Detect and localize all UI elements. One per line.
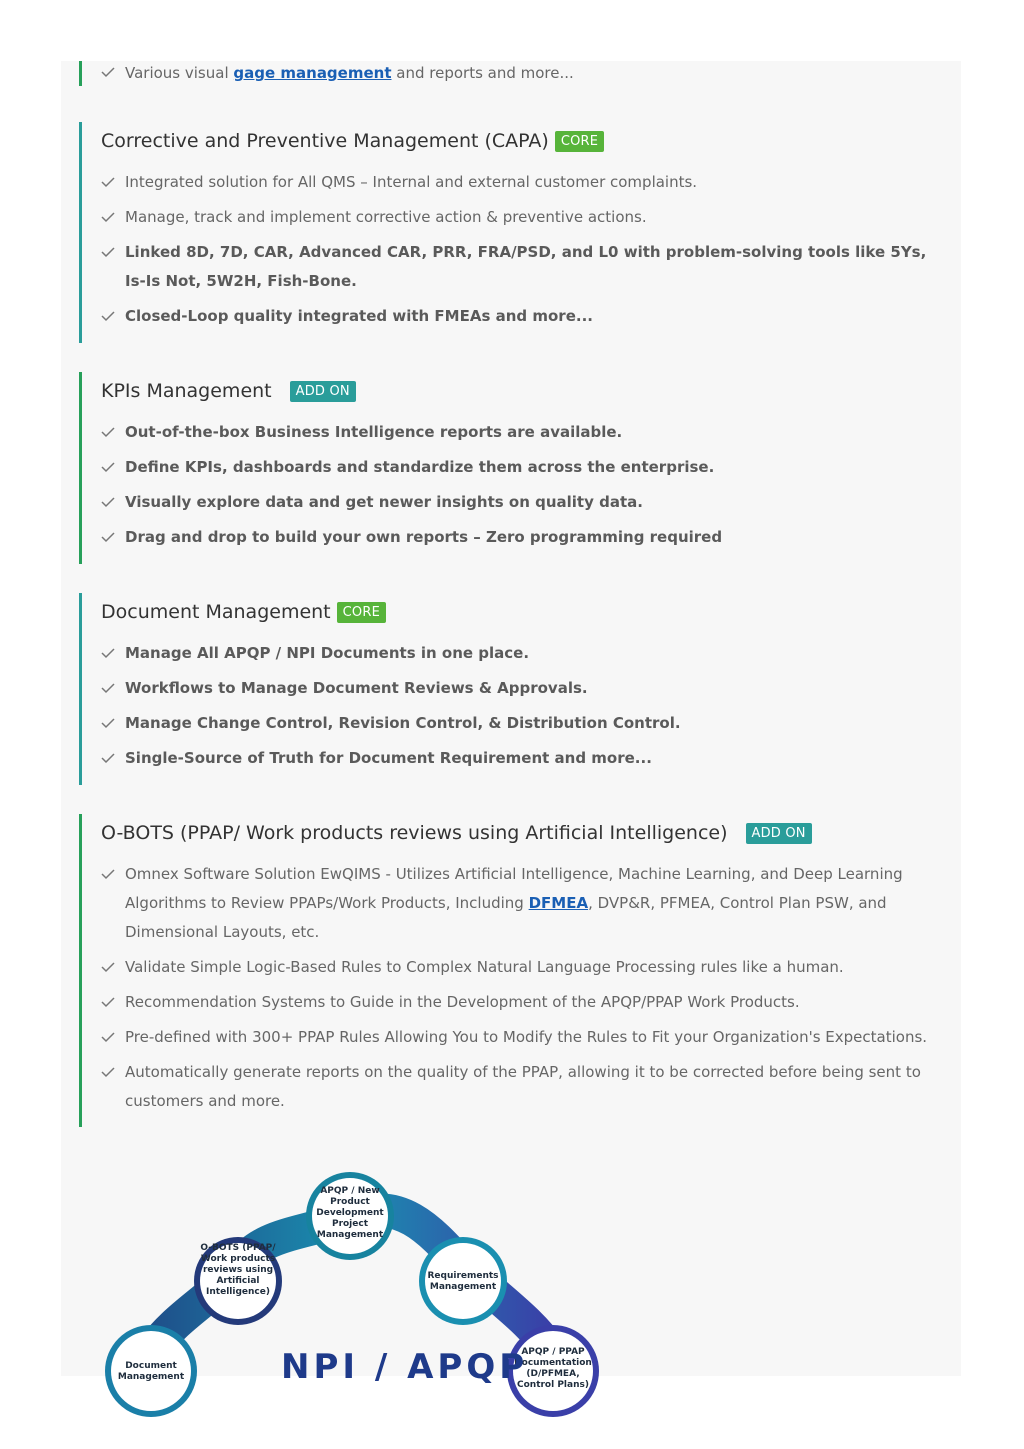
check-icon [101,67,115,77]
docs-section [79,593,939,785]
obots-section [79,814,939,1127]
list-item [101,709,939,738]
list-item [101,168,939,197]
item-text: Visually explore data and get newer insights on quality data. [125,493,643,511]
core-badge: CORE [555,131,604,152]
node-obots: O-BOTS (PPAP/ Work products reviews using Artificial Intelligence) [200,1243,276,1297]
core-badge: CORE [337,602,386,623]
list-item [101,203,939,232]
item-text: Out-of-the-box Business Intelligence reports are available. [125,423,623,441]
dfmea-link[interactable]: DFMEA [528,894,589,912]
gage-management-link[interactable]: gage management [233,64,392,82]
check-icon [101,497,115,507]
item-text: Workflows to Manage Document Reviews & Approvals. [125,679,588,697]
item-text: and reports and more... [391,64,574,82]
list-item [101,639,939,668]
check-icon [101,427,115,437]
item-text: Validate Simple Logic-Based Rules to Complex Natural Language Processing rules like a human. [125,958,844,976]
node-apqp-npd: APQP / New Product Development Project Management [316,1186,384,1240]
section-title [101,820,939,846]
item-text: Define KPIs, dashboards and standardize them across the enterprise. [125,458,715,476]
item-text: Various visual [125,64,234,82]
item-text: Recommendation Systems to Guide in the Development of the APQP/PPAP Work Products. [125,993,800,1011]
node-document-management: Document Management [117,1361,185,1382]
check-icon [101,962,115,972]
check-icon [101,462,115,472]
section-title [101,599,939,625]
list-item [101,1023,939,1052]
check-icon [101,212,115,222]
list-item [101,453,939,482]
list-item [101,988,939,1017]
item-text: Single-Source of Truth for Document Requirement and more... [125,749,652,767]
item-text: Linked 8D, 7D, CAR, Advanced CAR, PRR, FRA/PSD, and L0 with problem-solving tools like 5Ys, Is-Is Not, 5W2H, Fish-Bone. [125,243,927,290]
node-apqp-ppap-docs: APQP / PPAP Documentation (D/PFMEA, Control Plans) [514,1347,592,1390]
addon-badge: ADD ON [290,381,356,402]
check-icon [101,997,115,1007]
kpi-title: KPIs Management [101,380,272,402]
check-icon [101,1067,115,1077]
obots-list [101,860,939,1116]
capa-list [101,168,939,331]
item-text: Manage Change Control, Revision Control, & Distribution Control. [125,714,681,732]
check-icon [101,869,115,879]
list-item [101,488,939,517]
list-item [101,418,939,447]
check-icon [101,718,115,728]
obots-title: O-BOTS (PPAP/ Work products reviews using Artificial Intelligence) [101,822,728,844]
list-item [101,674,939,703]
item-text: , DVP&R, PFMEA, Control Plan PSW, and Dimensional Layouts, etc. [125,894,887,941]
diagram-center-title: NPI / APQP [281,1347,529,1387]
check-icon [101,311,115,321]
list-item [101,860,939,947]
list-item [101,238,939,296]
check-icon [101,247,115,257]
docs-title: Document Management [101,601,331,623]
check-icon [101,1032,115,1042]
list-item [101,953,939,982]
item-text: Automatically generate reports on the quality of the PPAP, allowing it to be corrected before being sent to customers and more. [125,1063,921,1110]
list-item [101,523,939,552]
item-text: Integrated solution for All QMS – Internal and external customer complaints. [125,173,698,191]
check-icon [101,177,115,187]
capa-title: Corrective and Preventive Management (CAPA) [101,130,549,152]
addon-badge: ADD ON [746,823,812,844]
kpi-section [79,372,939,564]
docs-list [101,639,939,773]
section-title [101,128,939,154]
item-text: Closed-Loop quality integrated with FMEAs and more... [125,307,593,325]
section-title [101,378,939,404]
item-text: Omnex Software Solution EwQIMS - Utilizes Artificial Intelligence, Machine Learning, and Deep Learning Algorithms to Review PPAPs/Work Products, Including [125,865,903,912]
node-requirements: Requirements Management [427,1271,499,1292]
item-text: Manage, track and implement corrective action & preventive actions. [125,208,647,226]
list-item [101,744,939,773]
gage-list [101,61,939,86]
content-panel [61,61,961,1390]
list-item [101,61,939,86]
gage-section-tail [79,61,939,86]
item-text: Drag and drop to build your own reports – Zero programming required [125,528,723,546]
list-item [101,302,939,331]
check-icon [101,753,115,763]
kpi-list [101,418,939,552]
npi-apqp-diagram [101,1161,621,1390]
list-item [101,1058,939,1116]
item-text: Manage All APQP / NPI Documents in one place. [125,644,530,662]
check-icon [101,532,115,542]
check-icon [101,648,115,658]
check-icon [101,683,115,693]
capa-section [79,122,939,343]
item-text: Pre-defined with 300+ PPAP Rules Allowing You to Modify the Rules to Fit your Organization's Expectations. [125,1028,928,1046]
